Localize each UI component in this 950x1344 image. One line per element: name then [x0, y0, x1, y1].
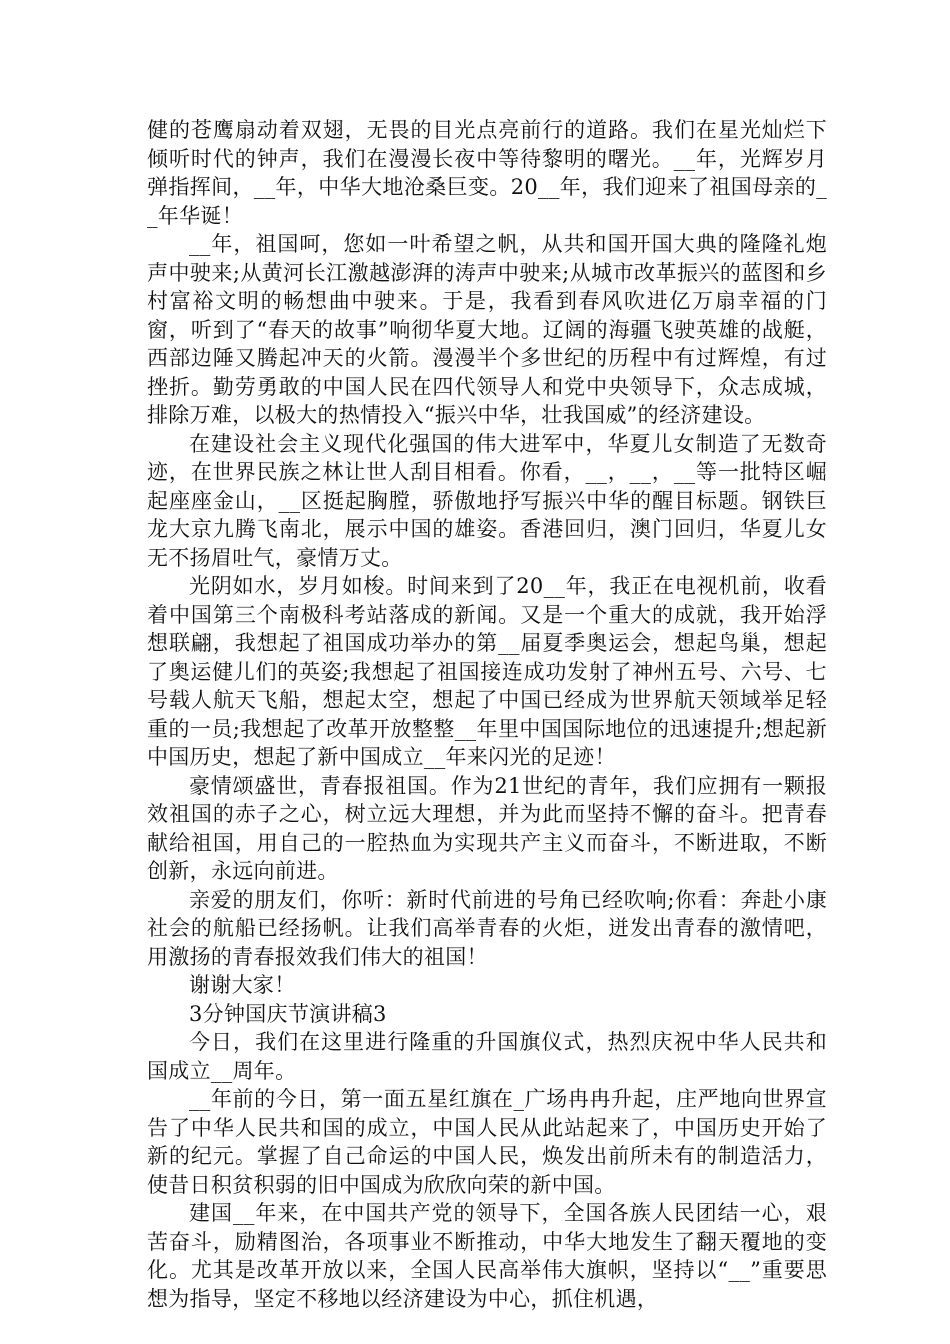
- paragraph: 豪情颂盛世，青春报祖国。作为21世纪的青年，我们应拥有一颗报效祖国的赤子之心，树立远大理想，并为此而坚持不懈的奋斗。把青春献给祖国，用自己的一腔热血为实现共产主义而奋斗，不断进取，不断创新，永远向前进。: [147, 773, 827, 883]
- paragraph: 光阴如水，岁月如梭。时间来到了20__年，我正在电视机前，收看着中国第三个南极科考站落成的新闻。又是一个重大的成就，我开始浮想联翩，我想起了祖国成功举办的第__届夏季奥运会，想起鸟巢，想起了奥运健儿们的英姿;我想起了祖国接连成功发射了神州五号、六号、七号载人航天飞船，想起太空，想起了中国已经成为世界航天领域举足轻重的一员;我想起了改革开放整整__年里中国国际地位的迅速提升;想起新中国历史，想起了新中国成立__年来闪光的足迹！: [147, 574, 827, 769]
- paragraph: 今日，我们在这里进行隆重的升国旗仪式，热烈庆祝中华人民共和国成立__周年。: [147, 1030, 827, 1083]
- paragraph: 在建设社会主义现代化强国的伟大进军中，华夏儿女制造了无数奇迹，在世界民族之林让世人刮目相看。你看，__，__，__等一批特区崛起座座金山，__区挺起胸膛，骄傲地抒写振兴中华的醒目标题。钢铁巨龙大京九腾飞南北，展示中国的雄姿。香港回归，澳门回归，华夏儿女无不扬眉吐气，豪情万丈。: [147, 431, 827, 570]
- closing-line: 谢谢大家！: [189, 973, 296, 997]
- paragraph: 建国__年来，在中国共产党的领导下，全国各族人民团结一心，艰苦奋斗，励精图治，各项事业不断推动，中华大地发生了翻天覆地的变化。尤其是改革开放以来，全国人民高举伟大旗帜，坚持以“__”重要思想为指导，坚定不移地以经济建设为中心，抓住机遇，: [147, 1201, 827, 1311]
- paragraph: 健的苍鹰扇动着双翅，无畏的目光点亮前行的道路。我们在星光灿烂下倾听时代的钟声，我们在漫漫长夜中等待黎明的曙光。__年，光辉岁月弹指挥间，__年，中华大地沧桑巨变。20__年，我们迎来了祖国母亲的__年华诞！: [147, 118, 827, 228]
- paragraph: __年，祖国呵，您如一叶希望之帆，从共和国开国大典的隆隆礼炮声中驶来;从黄河长江激越澎湃的涛声中驶来;从城市改革振兴的蓝图和乡村富裕文明的畅想曲中驶来。于是，我看到春风吹进亿万扇幸福的门窗，听到了“春天的故事”响彻华夏大地。辽阔的海疆飞驶英雄的战艇，西部边陲又腾起冲天的火箭。漫漫半个多世纪的历程中有过辉煌，有过挫折。勤劳勇敢的中国人民在四代领导人和党中央领导下，众志成城，排除万难，以极大的热情投入“振兴中华，壮我国威”的经济建设。: [147, 232, 827, 427]
- section-heading: 3分钟国庆节演讲稿3: [189, 1001, 387, 1026]
- paragraph: 亲爱的朋友们，你听：新时代前进的号角已经吹响;你看：奔赴小康社会的航船已经扬帆。让我们高举青春的火炬，迸发出青春的激情吧，用激扬的青春报效我们伟大的祖国！: [147, 887, 827, 969]
- paragraph: __年前的今日，第一面五星红旗在_广场冉冉升起，庄严地向世界宣告了中华人民共和国的成立，中国人民从此站起来了，中国历史开始了新的纪元。掌握了自己命运的中国人民，焕发出前所未有的制造活力，使昔日积贫积弱的旧中国成为欣欣向荣的新中国。: [147, 1087, 827, 1197]
- document-body: [147, 116, 827, 1313]
